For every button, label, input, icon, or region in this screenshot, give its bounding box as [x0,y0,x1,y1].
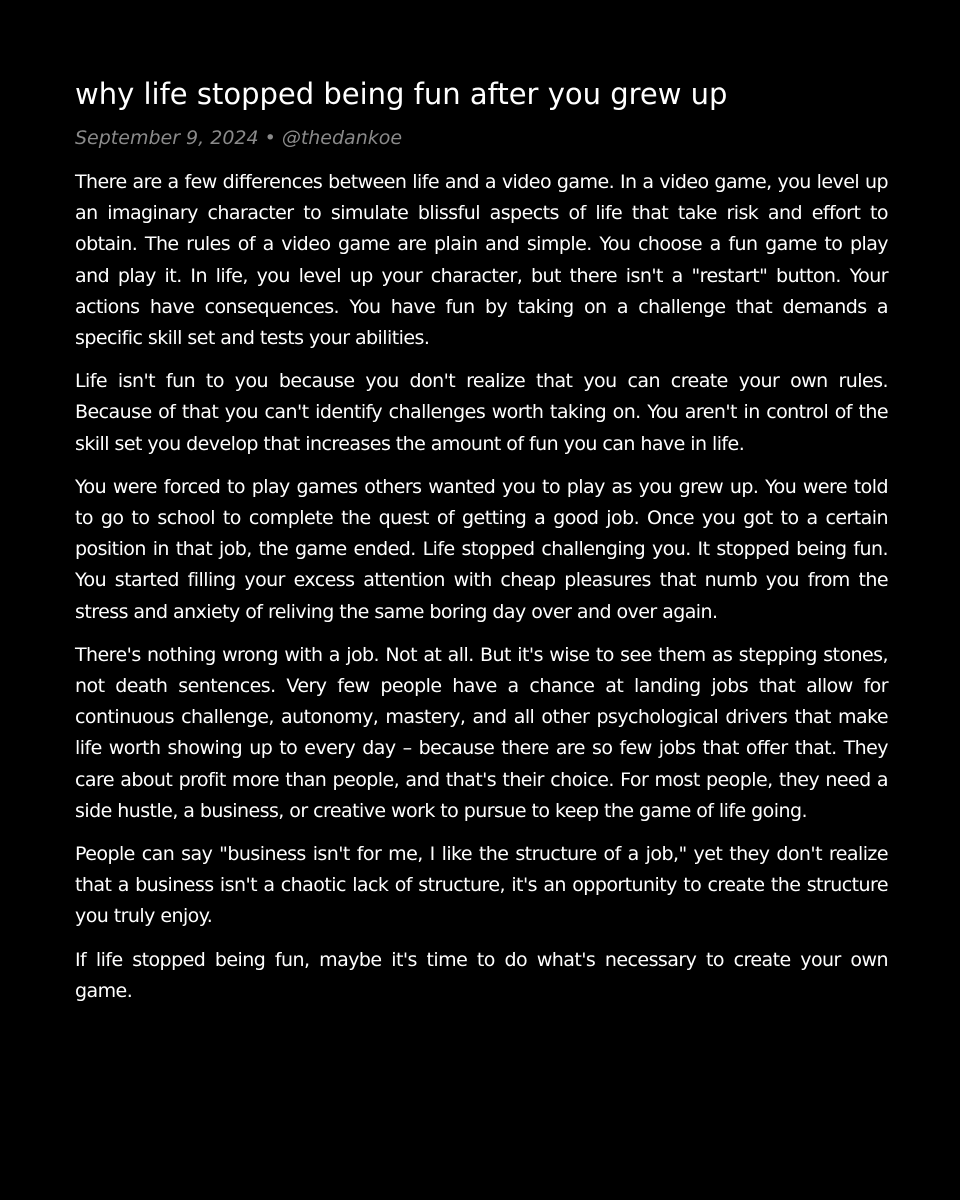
post-date: September 9, 2024 [75,127,259,149]
paragraph: There's nothing wrong with a job. Not at all. But it's wise to see them as stepping stones, not death sentences. Very few people have a chance at landing jobs that allow for continuous challenge, autonomy, mastery, and all other psychological drivers that make life worth showing up to every day – because there are so few jobs that offer that. They care about profit more than people, and that's their choice. For most people, they need a side hustle, a business, or creative work to pursue to keep the game of life going. [75,643,888,822]
post-author: @thedankoe [281,127,403,149]
paragraph: Life isn't fun to you because you don't realize that you can create your own rules. Because of that you can't identify challenges worth taking on. You aren't in control of the skill set you develop that increases the amount of fun you can have in life. [75,370,888,455]
meta-separator: • [264,127,276,149]
paragraph: If life stopped being fun, maybe it's time to do what's necessary to create your own game. [75,948,888,1002]
post-body [75,167,888,1007]
post-title: why life stopped being fun after you grew up [75,77,728,111]
paragraph: People can say "business isn't for me, I like the structure of a job," yet they don't realize that a business isn't a chaotic lack of structure, it's an opportunity to create the structure you truly enjoy. [75,843,888,928]
paragraph: You were forced to play games others wanted you to play as you grew up. You were told to go to school to complete the quest of getting a good job. Once you got to a certain position in that job, the game ended. Life stopped challenging you. It stopped being fun. You started filling your excess attention with cheap pleasures that numb you from the stress and anxiety of reliving the same boring day over and over again. [75,475,888,623]
post-meta [75,123,888,153]
paragraph: There are a few differences between life and a video game. In a video game, you level up an imaginary character to simulate blissful aspects of life that take risk and effort to obtain. The rules of a video game are plain and simple. You choose a fun game to play and play it. In life, you level up your character, but there isn't a "restart" button. Your actions have consequences. You have fun by taking on a challenge that demands a specific skill set and tests your abilities. [75,171,888,350]
